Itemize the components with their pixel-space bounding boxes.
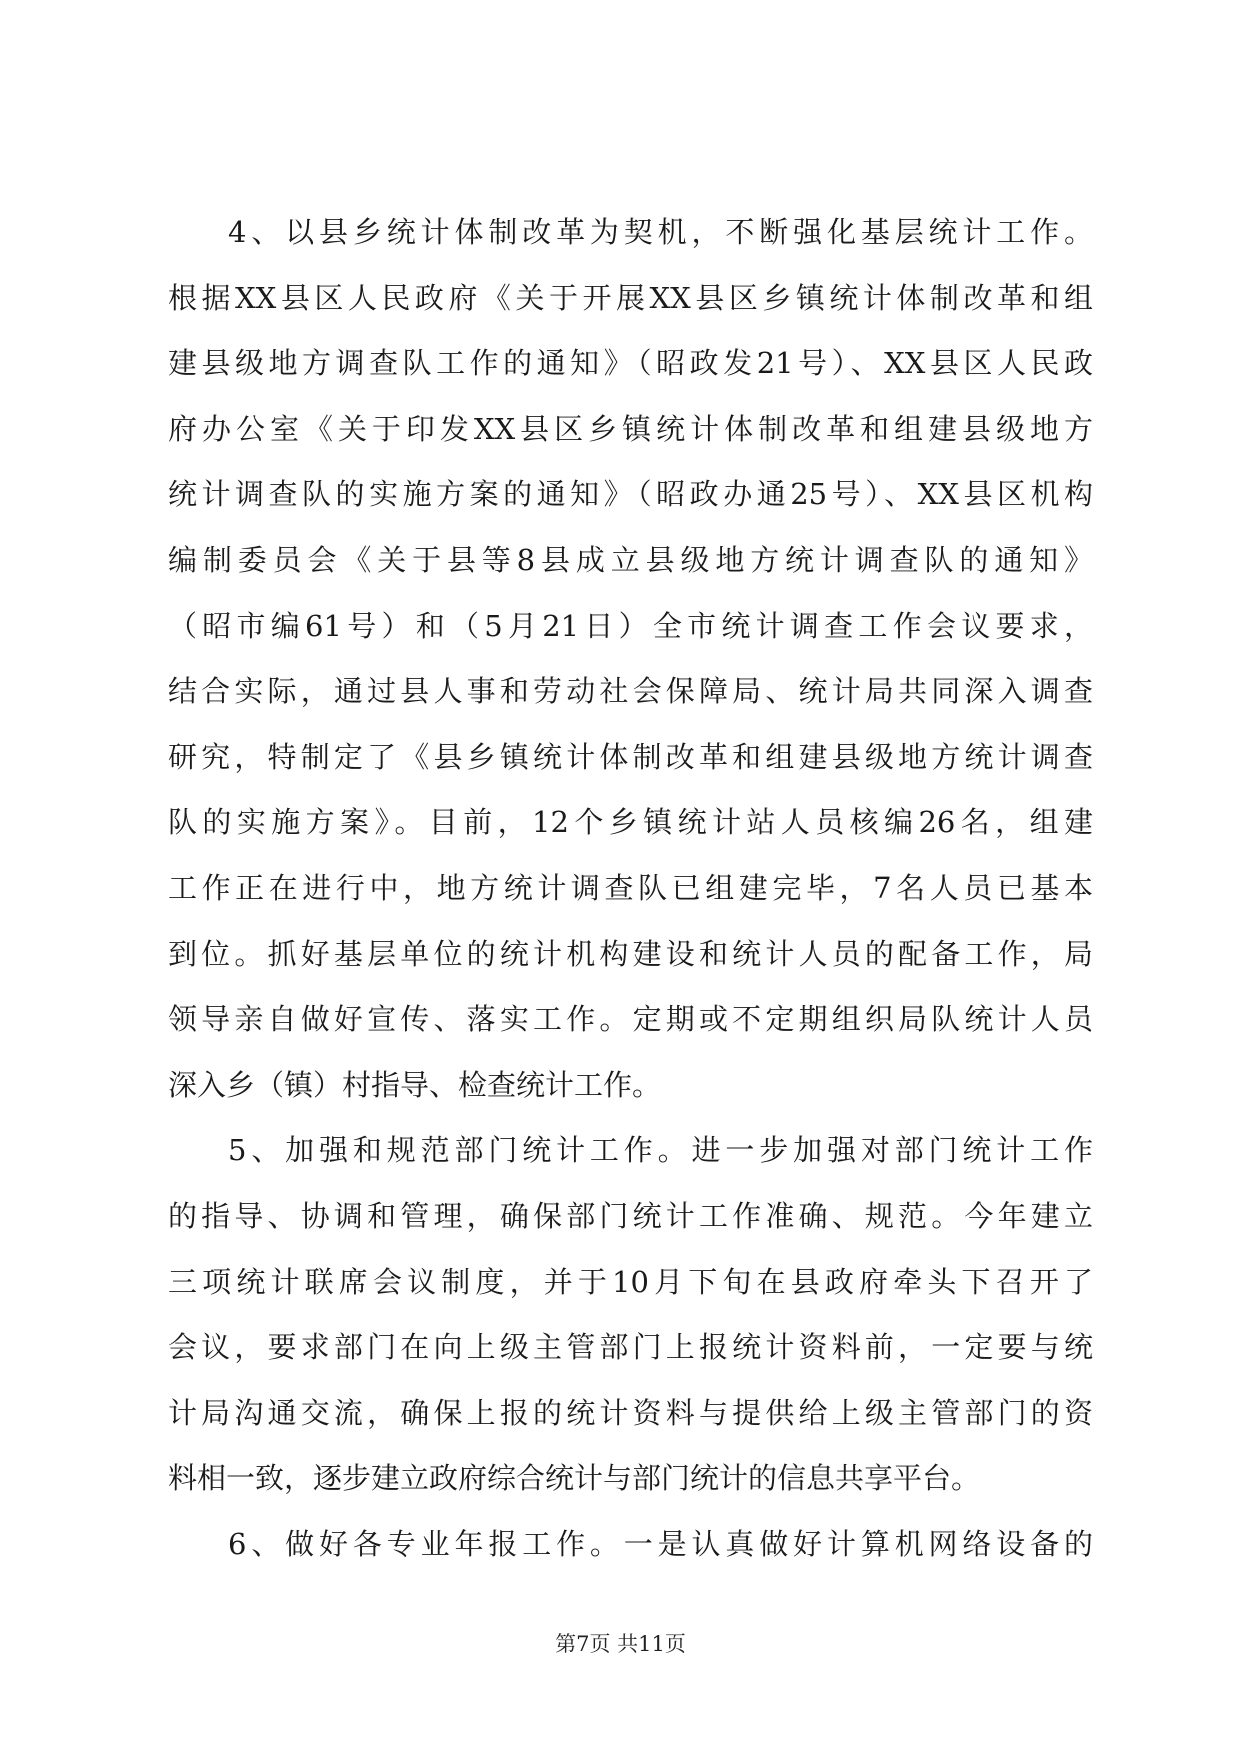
text-line: 深入乡（镇）村指导、检查统计工作。 bbox=[168, 1067, 662, 1102]
text-line: 府办公室《关于印发XX县区乡镇统计体制改革和组建县级地方 bbox=[168, 411, 1093, 446]
text-line: 编制委员会《关于县等8县成立县级地方统计调查队的通知》 bbox=[168, 542, 1093, 577]
text-line: 6、做好各专业年报工作。一是认真做好计算机网络设备的 bbox=[228, 1526, 1093, 1561]
page-number-footer: 第7页 共11页 bbox=[555, 1632, 686, 1656]
text-line: 领导亲自做好宣传、落实工作。定期或不定期组织局队统计人员 bbox=[168, 1002, 1093, 1037]
text-line: 料相一致，逐步建立政府综合统计与部门统计的信息共享平台。 bbox=[168, 1461, 981, 1496]
text-line: 的指导、协调和管理，确保部门统计工作准确、规范。今年建立 bbox=[168, 1198, 1093, 1233]
document-body bbox=[168, 200, 1093, 1577]
text-line: 研究，特制定了《县乡镇统计体制改革和组建县级地方统计调查 bbox=[168, 739, 1093, 774]
text-line: 工作正在进行中，地方统计调查队已组建完毕，7名人员已基本 bbox=[168, 870, 1093, 905]
text-line: 4、以县乡统计体制改革为契机，不断强化基层统计工作。 bbox=[228, 215, 1093, 249]
text-line: 队的实施方案》。目前，12个乡镇统计站人员核编26名，组建 bbox=[168, 805, 1093, 840]
text-line: 会议，要求部门在向上级主管部门上报统计资料前，一定要与统 bbox=[168, 1330, 1093, 1365]
text-line: 根据XX县区人民政府《关于开展XX县区乡镇统计体制改革和组 bbox=[168, 280, 1093, 315]
text-line: 结合实际，通过县人事和劳动社会保障局、统计局共同深入调查 bbox=[168, 674, 1093, 709]
paragraph-6 bbox=[168, 1512, 1093, 1578]
text-line: 计局沟通交流，确保上报的统计资料与提供给上级主管部门的资 bbox=[168, 1395, 1093, 1430]
text-line: （昭市编61号）和（5月21日）全市统计调查工作会议要求， bbox=[168, 608, 1093, 643]
text-line: 三项统计联席会议制度，并于10月下旬在县政府牵头下召开了 bbox=[168, 1264, 1093, 1299]
text-line: 统计调查队的实施方案的通知》（昭政办通25号）、XX县区机构 bbox=[168, 477, 1093, 512]
paragraph-4 bbox=[168, 200, 1093, 1118]
paragraph-5 bbox=[168, 1118, 1093, 1512]
text-line: 到位。抓好基层单位的统计机构建设和统计人员的配备工作，局 bbox=[168, 936, 1093, 971]
text-line: 5、加强和规范部门统计工作。进一步加强对部门统计工作 bbox=[228, 1133, 1093, 1168]
text-line: 建县级地方调查队工作的通知》（昭政发21号）、XX县区人民政 bbox=[168, 346, 1093, 381]
